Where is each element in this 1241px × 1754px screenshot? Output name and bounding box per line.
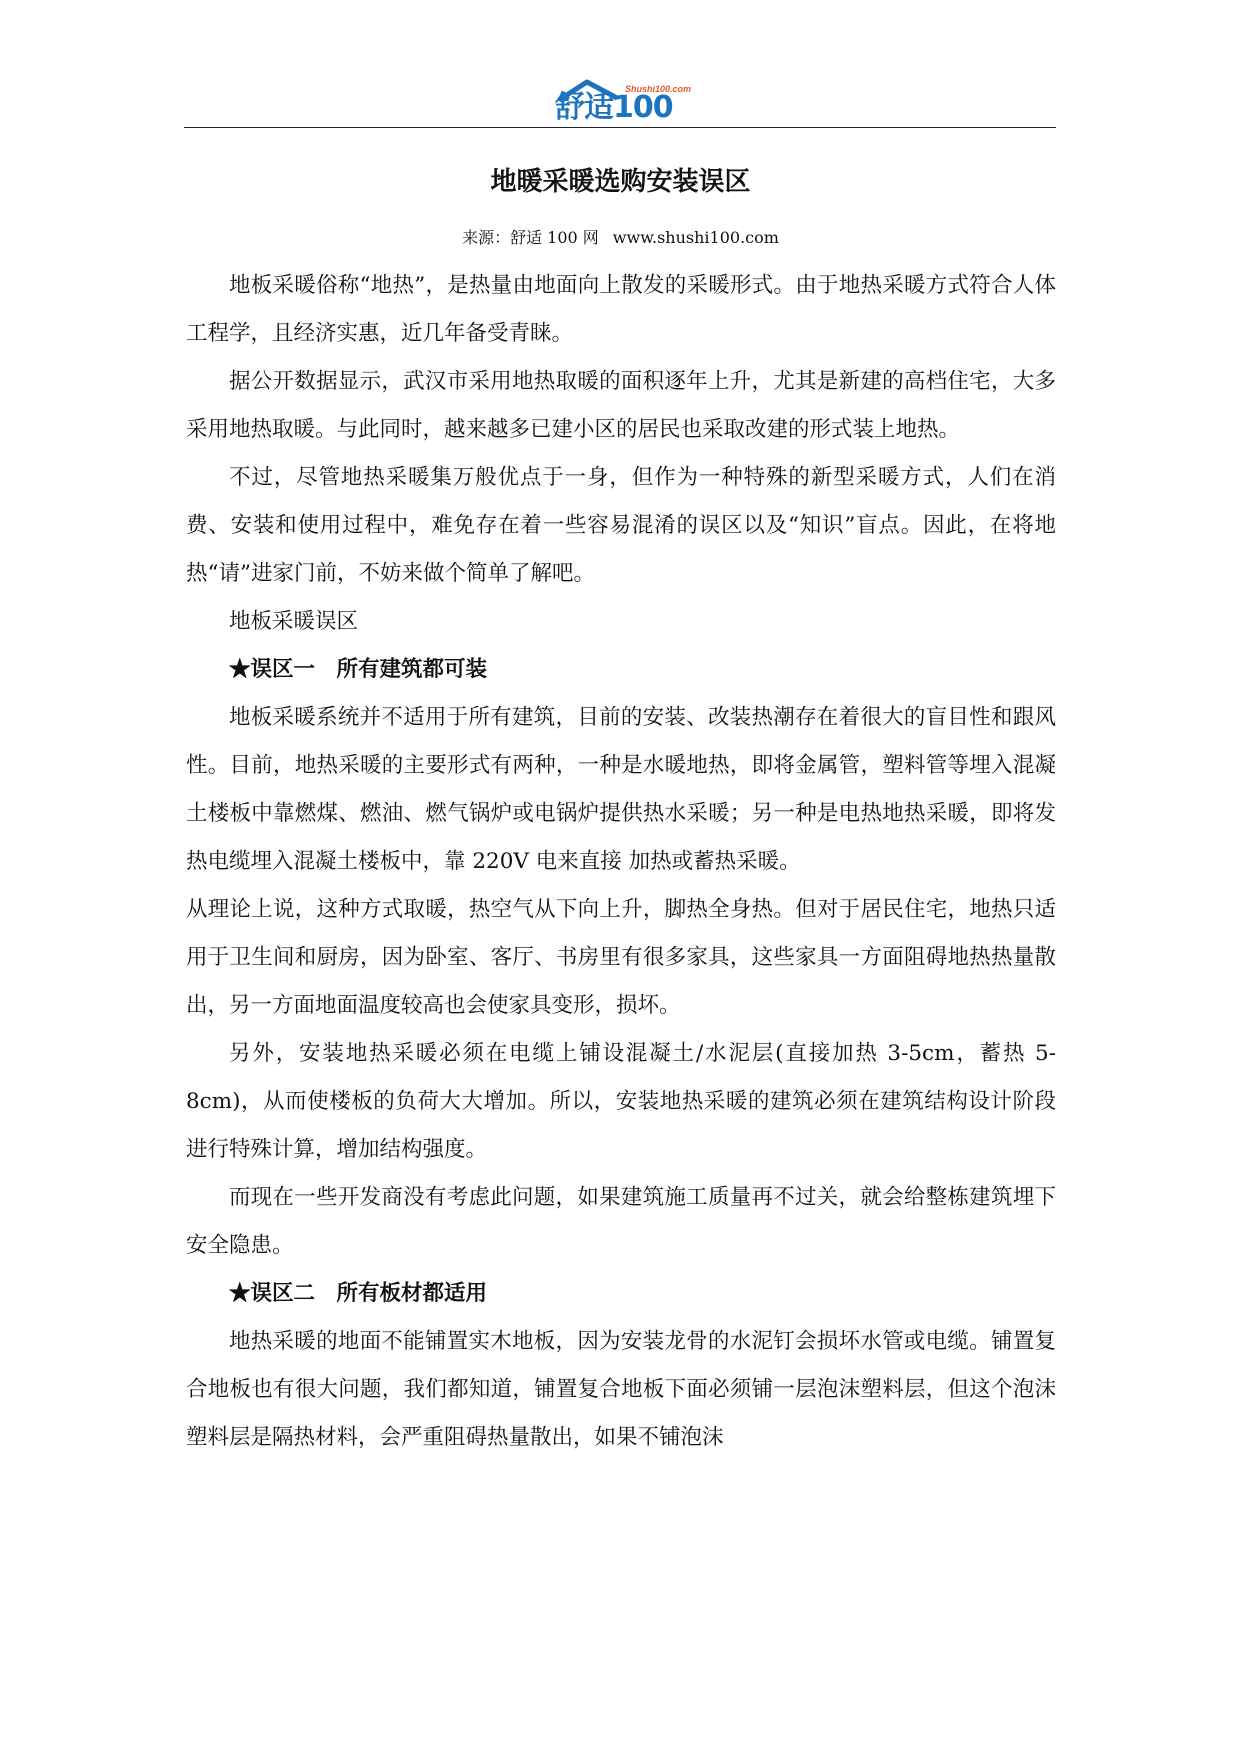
paragraph: 地板采暖系统并不适用于所有建筑，目前的安装、改装热潮存在着很大的盲目性和跟风性。目前，地热采暖的主要形式有两种，一种是水暖地热，即将金属管，塑料管等埋入混凝土楼板中靠燃煤、燃油、燃气锅炉或电锅炉提供热水采暖；另一种是电热地热采暖，即将发热电缆埋入混凝土楼板中，靠 220V 电来直接 加热或蓄热采暖。 [186,705,1056,874]
document-body [186,262,1056,1462]
section-intro: 地板采暖误区 [229,609,359,634]
paragraph: 从理论上说，这种方式取暖，热空气从下向上升，脚热全身热。但对于居民住宅，地热只适用于卫生间和厨房，因为卧室、客厅、书房里有很多家具，这些家具一方面阻碍地热热量散出，另一方面地面温度较高也会使家具变形，损坏。 [186,897,1056,1018]
paragraph: 地板采暖俗称“地热”，是热量由地面向上散发的采暖形式。由于地热采暖方式符合人体工程学，且经济实惠，近几年备受青睐。 [186,273,1056,346]
document-source [0,227,1241,249]
paragraph: 不过，尽管地热采暖集万般优点于一身，但作为一种特殊的新型采暖方式，人们在消费、安装和使用过程中，难免存在着一些容易混淆的误区以及“知识”盲点。因此，在将地热“请”进家门前，不妨来做个简单了解吧。 [186,465,1056,586]
section-heading-2: ★误区二 所有板材都适用 [229,1281,488,1306]
site-logo [555,84,695,130]
paragraph: 地热采暖的地面不能铺置实木地板，因为安装龙骨的水泥钉会损坏水管或电缆。铺置复合地板也有很大问题，我们都知道，铺置复合地板下面必须铺一层泡沫塑料层，但这个泡沫塑料层是隔热材料，会严重阻碍热量散出，如果不铺泡沫 [186,1329,1056,1450]
paragraph: 而现在一些开发商没有考虑此问题，如果建筑施工质量再不过关，就会给整栋建筑埋下安全隐患。 [186,1185,1056,1258]
source-url: www.shushi100.com [612,228,779,247]
section-heading-1: ★误区一 所有建筑都可装 [229,657,488,682]
logo-subtitle: Shushi100.com [624,84,691,94]
paragraph: 另外，安装地热采暖必须在电缆上铺设混凝土/水泥层(直接加热 3-5cm，蓄热 5-8cm)，从而使楼板的负荷大大增加。所以，安装地热采暖的建筑必须在建筑结构设计阶段进行特殊计算，增加结构强度。 [186,1041,1056,1162]
header-divider [184,127,1056,128]
source-label: 来源：舒适 100 网 [462,228,599,247]
paragraph: 据公开数据显示，武汉市采用地热取暖的面积逐年上升，尤其是新建的高档住宅，大多采用地热取暖。与此同时，越来越多已建小区的居民也采取改建的形式装上地热。 [186,369,1056,442]
logo-wordmark: 舒适100 [555,90,673,125]
document-title: 地暖采暖选购安装误区 [490,167,751,197]
